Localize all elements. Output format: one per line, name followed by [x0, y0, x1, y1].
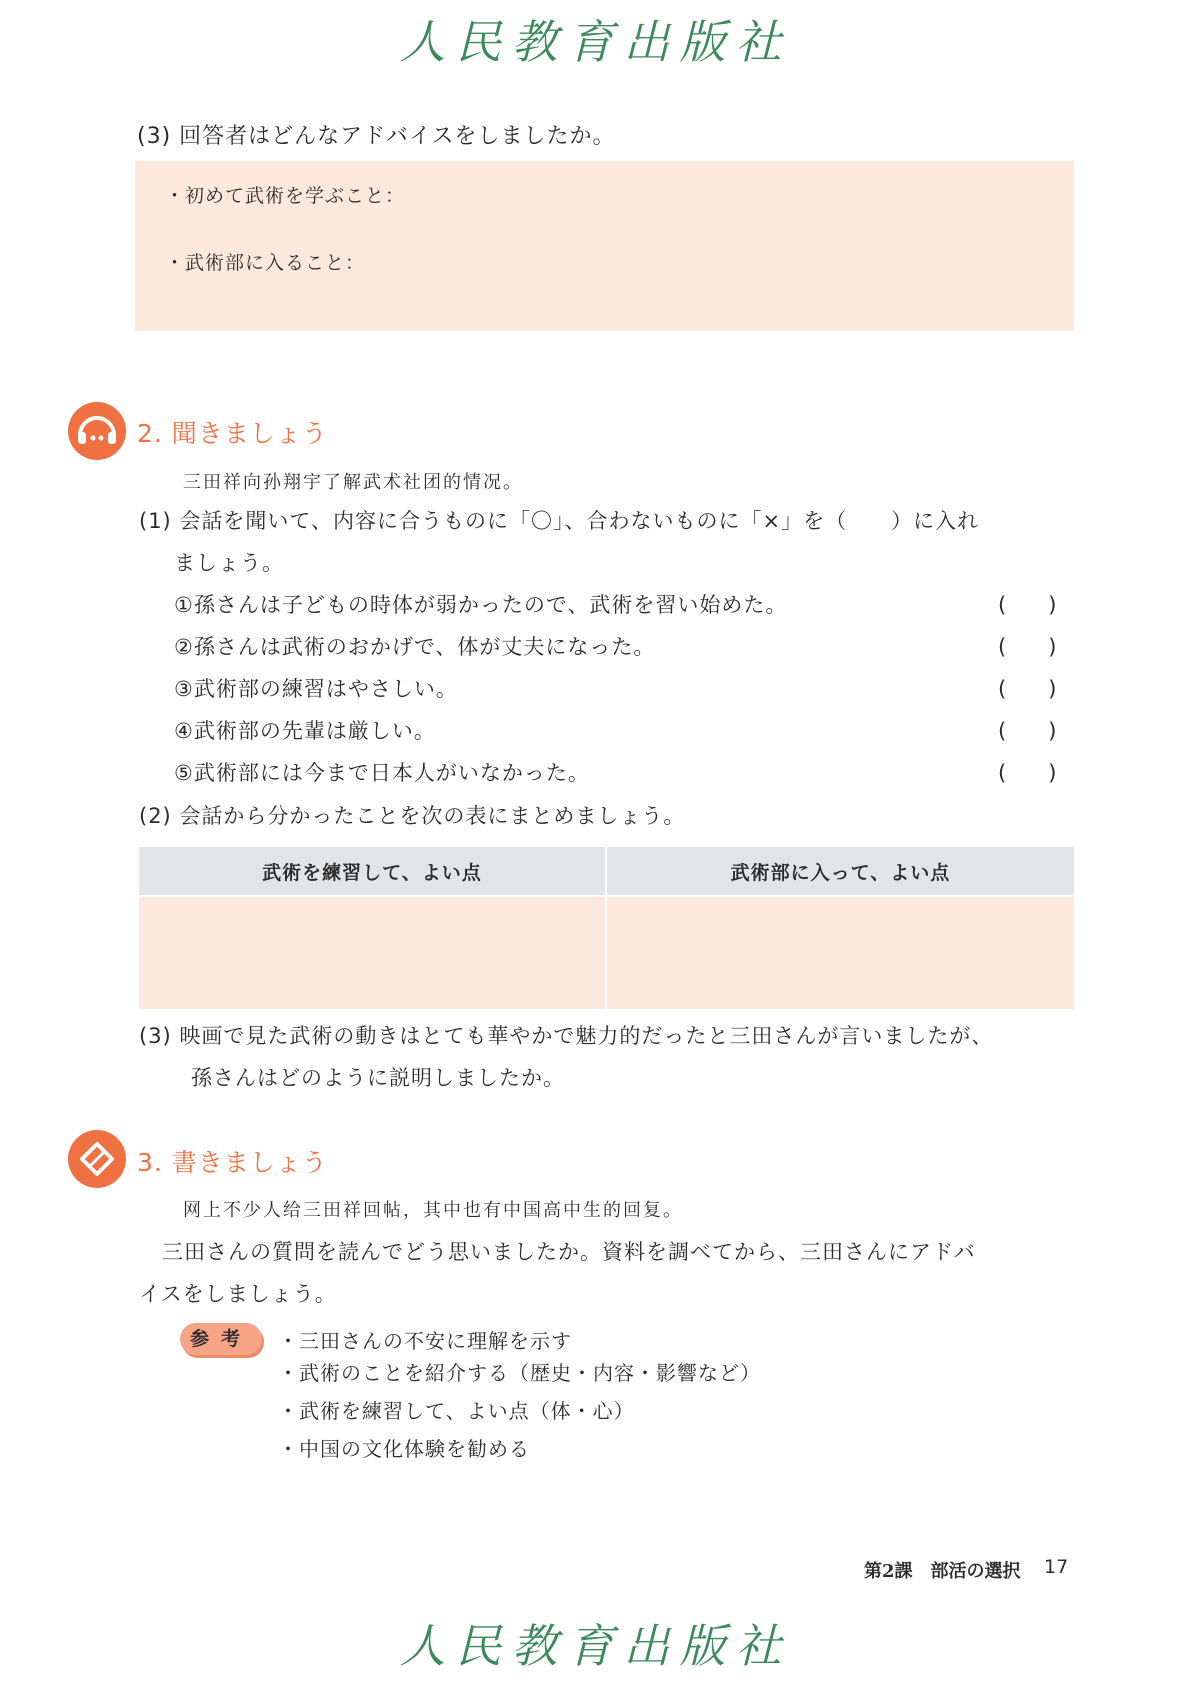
answer-paren-5: ( ) — [998, 761, 1057, 785]
table-cell-1 — [139, 896, 606, 1009]
reference-label: 参考 — [180, 1323, 262, 1355]
publisher-logo-bottom: 人民教育出版社 — [399, 1619, 792, 1673]
statement-1: ①孫さんは子どもの時体が弱かったので、武術を習い始めた。 — [174, 593, 788, 617]
section3-body-line1: 三田さんの質問を読んでどう思いましたか。資料を調べてから、三田さんにアドバ — [162, 1240, 976, 1264]
table-header-2: 武術部に入って、よい点 — [606, 847, 1075, 896]
page-number: 17 — [1044, 1556, 1069, 1578]
section2-title: 2. 聞きましょう — [137, 419, 328, 448]
table-cell-2 — [606, 896, 1075, 1009]
answer-paren-3: ( ) — [998, 677, 1057, 701]
statement-5: ⑤武術部には今まで日本人がいなかった。 — [174, 761, 590, 785]
section3-body-line2: イスをしましょう。 — [139, 1282, 337, 1306]
reference-item-3: ・武術を練習して、よい点（体・心） — [278, 1399, 635, 1423]
statement-4: ④武術部の先輩は厳しい。 — [174, 719, 436, 743]
answer-paren-2: ( ) — [998, 635, 1057, 659]
answer-paren-4: ( ) — [998, 719, 1057, 743]
section3-title: 3. 書きましょう — [137, 1148, 328, 1177]
reference-item-2: ・武術のことを紹介する（歴史・内容・影響など） — [278, 1361, 761, 1385]
reference-item-1: ・三田さんの不安に理解を示す — [278, 1329, 572, 1353]
reference-item-4: ・中国の文化体験を勧める — [278, 1437, 530, 1461]
section3-instruction: 网上不少人给三田祥回帖，其中也有中国高中生的回复。 — [183, 1200, 683, 1221]
answer-box — [135, 161, 1074, 331]
section2-q1-line2: ましょう。 — [174, 551, 284, 575]
statement-2: ②孫さんは武術のおかげで、体が丈夫になった。 — [174, 635, 656, 659]
section2-q2: (2) 会話から分かったことを次の表にまとめましょう。 — [139, 804, 686, 828]
table-header-1: 武術を練習して、よい点 — [139, 847, 606, 896]
statement-3: ③武術部の練習はやさしい。 — [174, 677, 458, 701]
section2-q3-line1: (3) 映画で見た武術の動きはとても華やかで魅力的だったと三田さんが言いましたが、 — [139, 1024, 994, 1048]
answer-line-1: ・初めて武術を学ぶこと： — [165, 185, 406, 207]
q3-question: (3) 回答者はどんなアドバイスをしましたか。 — [137, 124, 616, 149]
summary-table — [139, 847, 1076, 1009]
section2-q1-line1: (1) 会話を聞いて、内容に合うものに「〇」、合わないものに「×」を（ ）に入れ — [139, 509, 980, 533]
section2-instruction: 三田祥向孙翔宇了解武术社团的情况。 — [183, 472, 523, 493]
publisher-logo-top: 人民教育出版社 — [399, 15, 792, 69]
listening-icon — [68, 402, 126, 460]
section2-q3-line2: 孫さんはどのように説明しましたか。 — [191, 1066, 565, 1090]
footer-lesson: 第2課 部活の選択 — [864, 1561, 1021, 1582]
answer-paren-1: ( ) — [998, 593, 1057, 617]
writing-icon — [68, 1130, 126, 1188]
answer-line-2: ・武術部に入ること： — [165, 252, 366, 274]
